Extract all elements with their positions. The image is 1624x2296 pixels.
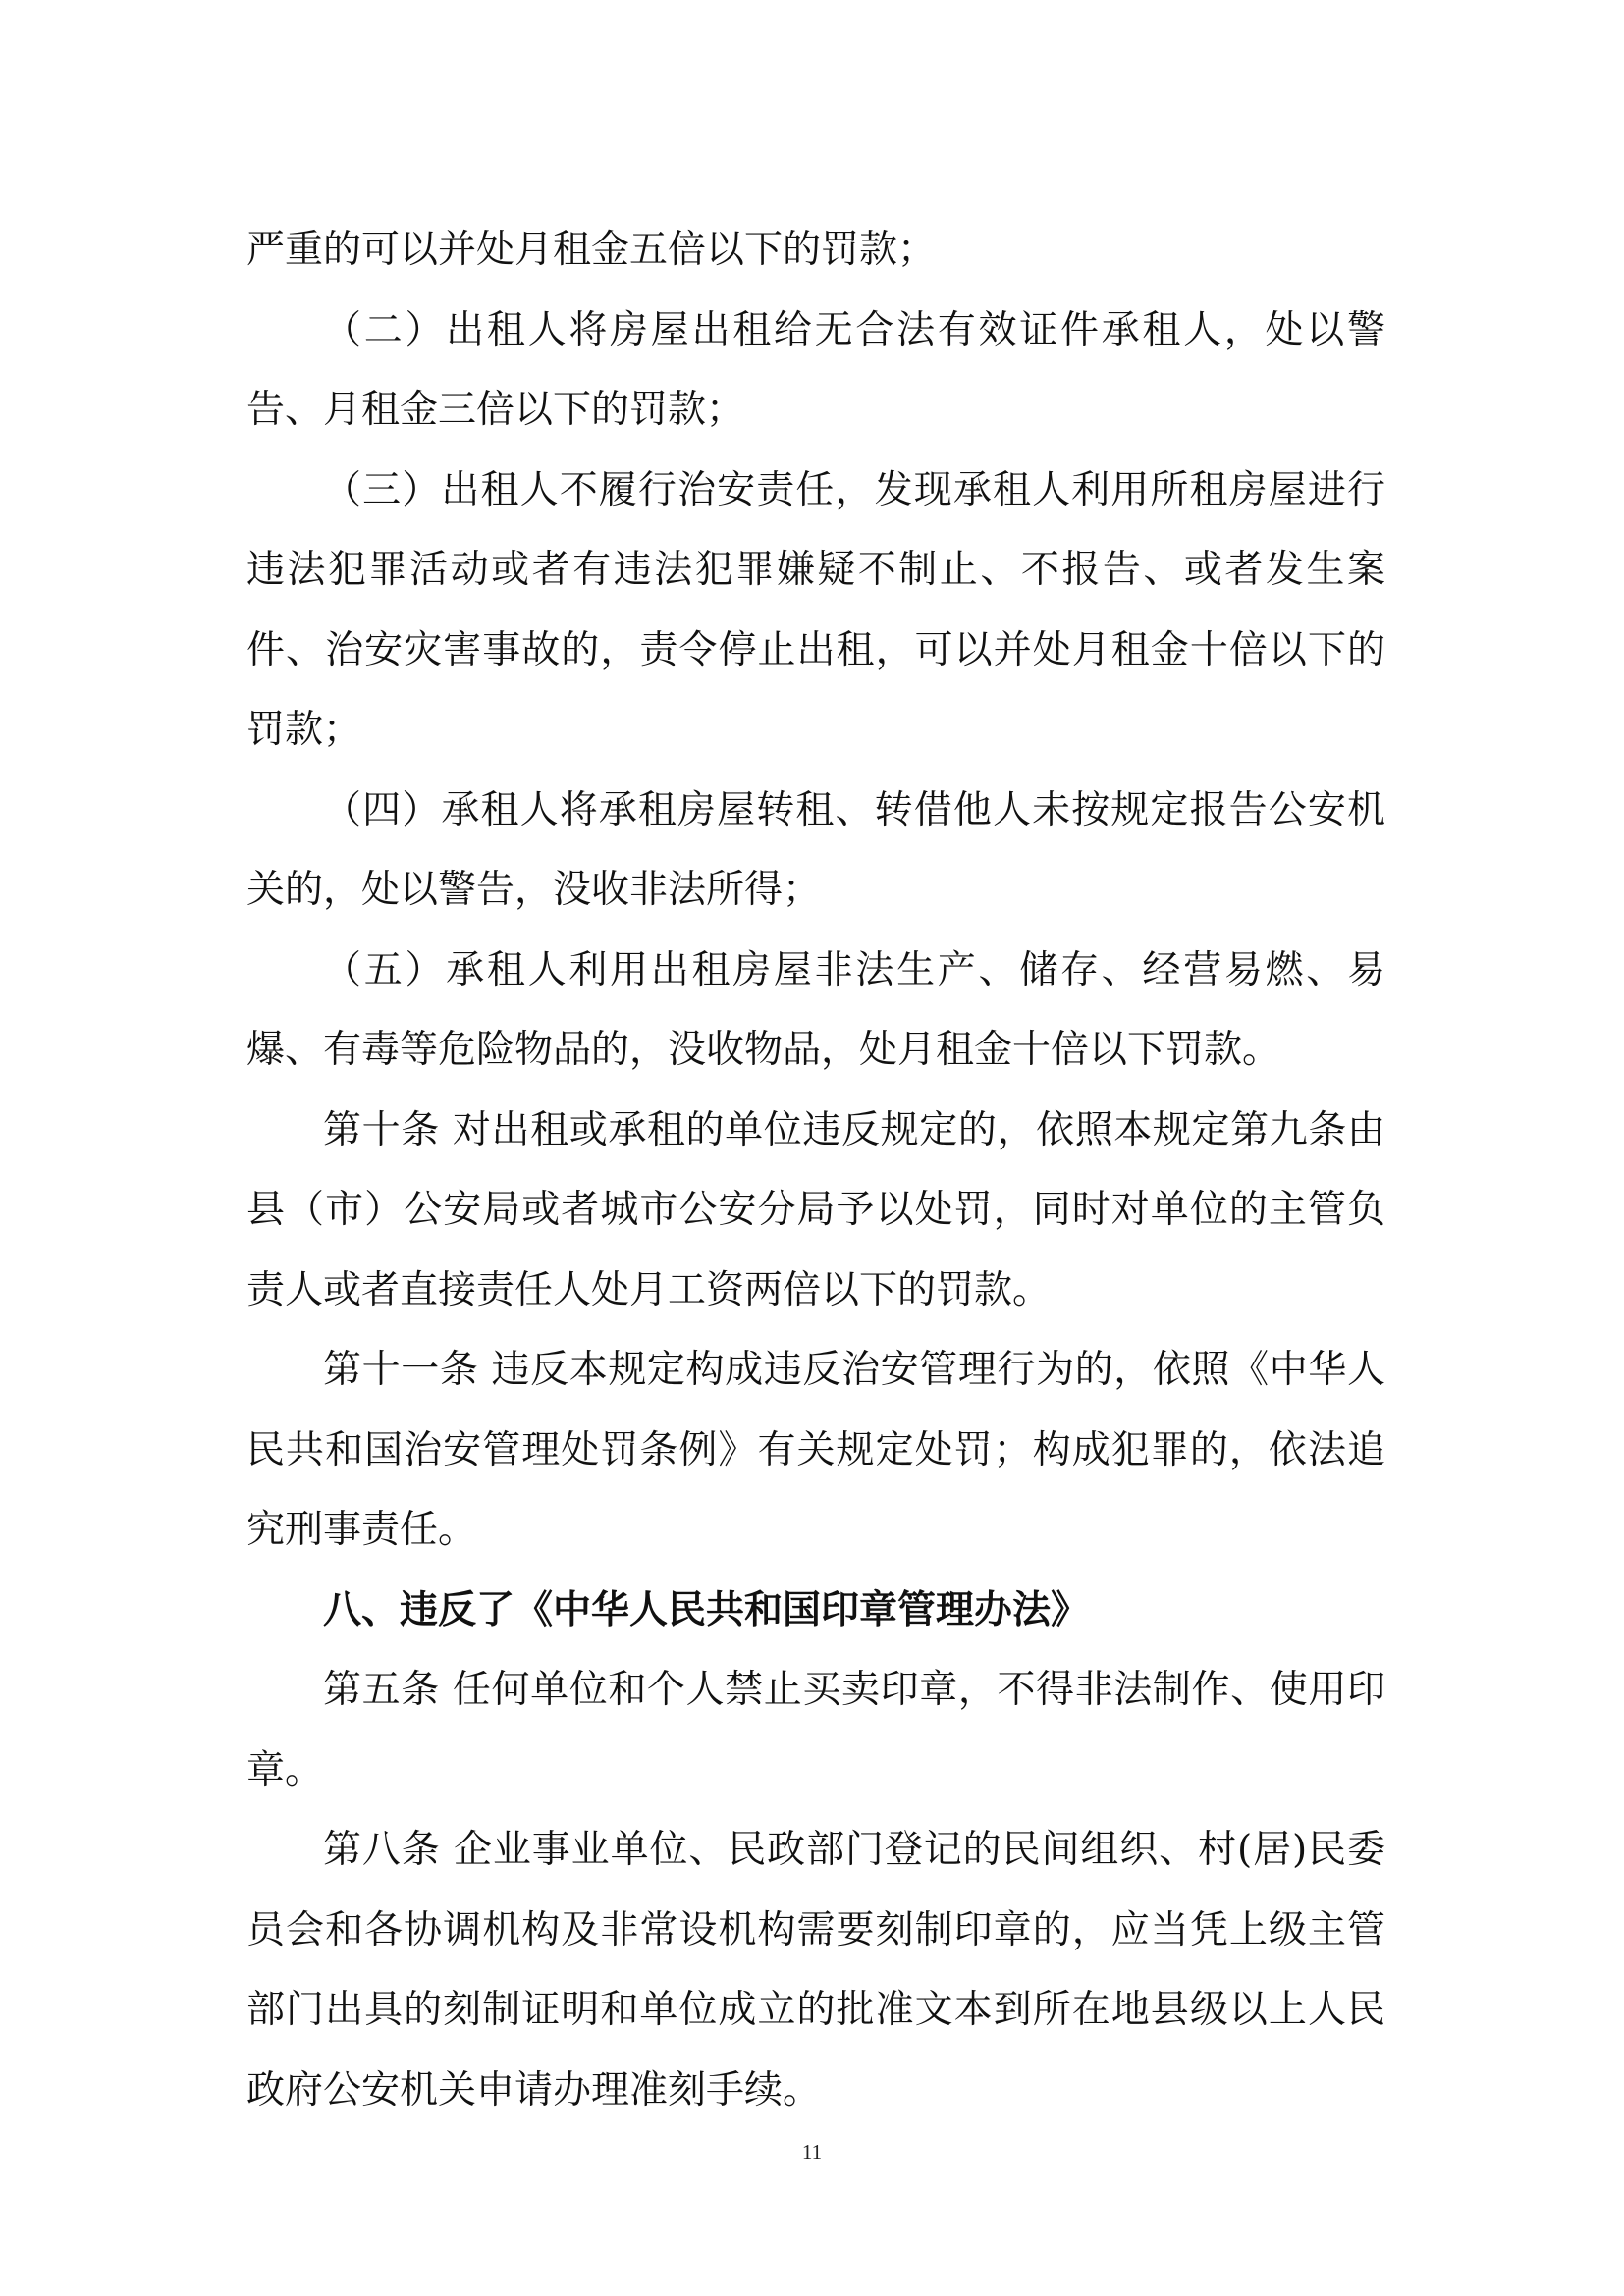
paragraph-continuation: 严重的可以并处月租金五倍以下的罚款； [246,228,937,272]
paragraph-article-10: 第十条 对出租或承租的单位违反规定的，依照本规定第九条由县（市）公安局或者城市公安分局予以处罚，同时对单位的主管负责人或者直接责任人处月工资两倍以下的罚款。 [246,1107,1385,1312]
paragraph-item-5: （五）承租人利用出租房屋非法生产、储存、经营易燃、易爆、有毒等危险物品的，没收物品，处月租金十倍以下罚款。 [246,947,1385,1072]
page-number: 11 [801,2140,823,2163]
paragraph-item-2: （二）出租人将房屋出租给无合法有效证件承租人，处以警告、月租金三倍以下的罚款； [246,307,1385,432]
paragraph-article-11: 第十一条 违反本规定构成违反治安管理行为的，依照《中华人民共和国治安管理处罚条例》有关规定处罚；构成犯罪的，依法追究刑事责任。 [246,1348,1385,1552]
paragraph-article-5: 第五条 任何单位和个人禁止买卖印章，不得非法制作、使用印章。 [246,1668,1385,1792]
document-body [246,210,1385,2130]
paragraph-item-3: （三）出租人不履行治安责任，发现承租人利用所租房屋进行违法犯罪活动或者有违法犯罪嫌疑不制止、不报告、或者发生案件、治安灾害事故的，责令停止出租，可以并处月租金十倍以下的罚款； [246,467,1385,752]
paragraph-item-4: （四）承租人将承租房屋转租、转借他人未按规定报告公安机关的，处以警告，没收非法所得； [246,787,1385,912]
section-heading-8: 八、违反了《中华人民共和国印章管理办法》 [323,1587,1090,1632]
paragraph-article-8: 第八条 企业事业单位、民政部门登记的民间组织、村(居)民委员会和各协调机构及非常设机构需要刻制印章的，应当凭上级主管部门出具的刻制证明和单位成立的批准文本到所在地县级以上人民政府公安机关申请办理准刻手续。 [246,1828,1385,2112]
